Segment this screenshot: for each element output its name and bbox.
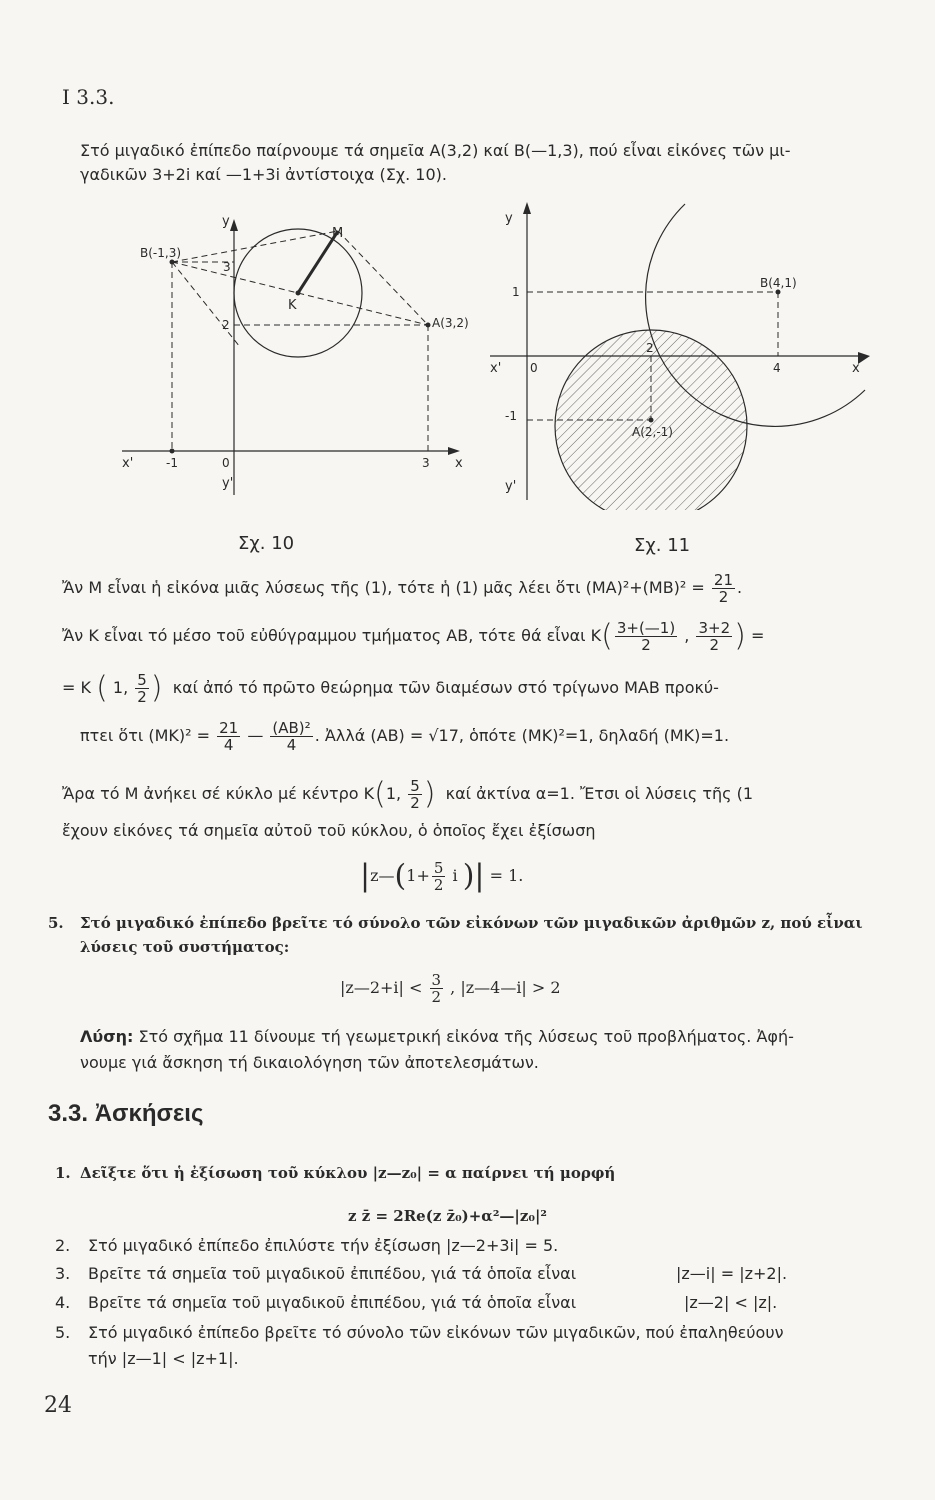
- para-4: πτει ὅτι (ΜΚ)² = $\frac{21}{4}$ — $\frac{\text{(ΑΒ)²}}{4}$ . Ἀλλά (ΑΒ) = √17, ὁπότε (ΜΚ)²=1, δηλαδή (ΜΚ)=1.: [80, 719, 730, 754]
- fig11-label-4: 4: [773, 361, 781, 375]
- para-3: = Κ ( 1, $\frac{5}{2}$ ) καί ἀπό τό πρῶτο θεώρημα τῶν διαμέσων στό τρίγωνο ΜΑΒ προκύ-: [62, 670, 719, 706]
- exercise-4-number: 4.: [55, 1293, 71, 1312]
- para-2: Ἄν Κ εἶναι τό μέσο τοῦ εὐθύγραμμου τμήματος ΑΒ, τότε θά εἶναι Κ( $\frac{3+(—1)}{2}$ , $\frac{3+2}{2}$ ) =: [62, 618, 765, 654]
- fig11-label-y: y: [505, 211, 513, 226]
- problem-5-line-1: Στό μιγαδικό ἐπίπεδο βρεῖτε τό σύνολο τῶν εἰκόνων τῶν μιγαδικῶν ἀριθμῶν z, πού εἶναι: [80, 914, 863, 932]
- para-5: Ἄρα τό Μ ἀνήκει σέ κύκλο μέ κέντρο Κ(1, $\frac{5}{2}$ ) καί ἀκτίνα α=1. Ἔτσι οἱ λύσεις τῆς (1: [62, 776, 754, 812]
- fig10-label-M: M: [332, 226, 344, 241]
- solution-line-1: Λύση: Στό σχῆμα 11 δίνουμε τή γεωμετρική εἰκόνα τῆς λύσεως τοῦ προβλήματος. Ἀφή-: [80, 1027, 794, 1046]
- exercise-2-number: 2.: [55, 1236, 71, 1255]
- exercise-3-text: Βρεῖτε τά σημεῖα τοῦ μιγαδικοῦ ἐπιπέδου, γιά τά ὁποῖα εἶναι: [88, 1264, 577, 1283]
- fig10-label-x: x: [455, 456, 463, 471]
- exercise-4-condition: |z—2| < |z|.: [684, 1293, 778, 1312]
- intro-line-1: Στό μιγαδικό ἐπίπεδο παίρνουμε τά σημεῖα Α(3,2) καί Β(—1,3), πού εἶναι εἰκόνες τῶν μι-: [80, 141, 791, 160]
- fig11-label-x: x: [852, 361, 860, 376]
- fig10-label-B: B(-1,3): [140, 246, 182, 260]
- fig11-label-o: 0: [530, 361, 538, 375]
- fig11-label-A: A(2,-1): [632, 425, 673, 439]
- exercise-1-number: 1.: [55, 1164, 71, 1182]
- circle-equation: |z—(1+ $\frac{5}{2}$ i )| = 1.: [360, 858, 524, 894]
- fig10-label-xp: x': [122, 456, 134, 471]
- exercise-5-text: Στό μιγαδικό ἐπίπεδο βρεῖτε τό σύνολο τῶν εἰκόνων τῶν μιγαδικῶν, πού ἐπαληθεύουν: [88, 1323, 784, 1342]
- exercise-5-number: 5.: [55, 1323, 71, 1342]
- exercises-title: 3.3. Ἀσκήσεις: [48, 1100, 204, 1127]
- fig10-label-tick-2: 2: [222, 318, 230, 332]
- exercise-2-text: Στό μιγαδικό ἐπίπεδο ἐπιλύστε τήν ἐξίσωση |z—2+3i| = 5.: [88, 1236, 559, 1255]
- fig10-label-y: y: [222, 214, 230, 229]
- fig10-label-tick-3: 3: [422, 456, 430, 470]
- exercise-1-text: Δεῖξτε ὅτι ἡ ἐξίσωση τοῦ κύκλου |z—z₀| = α παίρνει τή μορφή: [80, 1164, 616, 1182]
- fig11-caption: Σχ. 11: [634, 535, 691, 556]
- fig11-label-yp: y': [505, 479, 517, 494]
- para-6: ἔχουν εἰκόνες τά σημεῖα αὐτοῦ τοῦ κύκλου, ὁ ὁποῖος ἔχει ἐξίσωση: [62, 821, 596, 840]
- intro-line-2: γαδικῶν 3+2i καί —1+3i ἀντίστοιχα (Σχ. 10).: [80, 165, 447, 184]
- fig10-label-o: 0: [222, 456, 230, 470]
- exercise-5-line-2: τήν |z—1| < |z+1|.: [88, 1349, 239, 1368]
- fig10-label-tick-3y: 3: [223, 260, 231, 274]
- solution-line-2: νουμε γιά ἄσκηση τή δικαιολόγηση τῶν ἀποτελεσμάτων.: [80, 1053, 539, 1072]
- exercise-4-text: Βρεῖτε τά σημεῖα τοῦ μιγαδικοῦ ἐπιπέδου, γιά τά ὁποῖα εἶναι: [88, 1293, 577, 1312]
- fig10-label-A: A(3,2): [432, 316, 469, 330]
- fig10-label-K: K: [288, 298, 297, 313]
- para-1: Ἄν Μ εἶναι ἡ εἰκόνα μιᾶς λύσεως τῆς (1), τότε ἡ (1) μᾶς λέει ὅτι (ΜΑ)²+(ΜΒ)² = $\frac{21}{2}$ .: [62, 571, 743, 606]
- fig11-label-xp: x': [490, 361, 502, 376]
- fig11-label-2: 2: [646, 341, 654, 355]
- problem-5-system: |z—2+i| < $\frac{3}{2}$ , |z—4—i| > 2: [340, 971, 561, 1006]
- exercise-3-number: 3.: [55, 1264, 71, 1283]
- section-number: I 3.3.: [62, 85, 115, 109]
- problem-5-number: 5.: [48, 914, 64, 932]
- fig10-label-tick-m1: -1: [166, 456, 178, 470]
- figure-10: [110, 205, 490, 505]
- problem-5-line-2: λύσεις τοῦ συστήματος:: [80, 938, 290, 956]
- fig10-caption: Σχ. 10: [238, 533, 295, 554]
- exercise-3-condition: |z—i| = |z+2|.: [676, 1264, 788, 1283]
- fig11-label-m1: -1: [505, 409, 517, 423]
- fig10-label-yp: y': [222, 476, 234, 491]
- fig11-label-1: 1: [512, 285, 520, 299]
- page-number: 24: [44, 1393, 72, 1418]
- figure-11: [480, 200, 900, 510]
- fig11-label-B: B(4,1): [760, 276, 797, 290]
- exercise-1-formula: z z̄ = 2Re(z z̄₀)+α²—|z₀|²: [348, 1207, 547, 1225]
